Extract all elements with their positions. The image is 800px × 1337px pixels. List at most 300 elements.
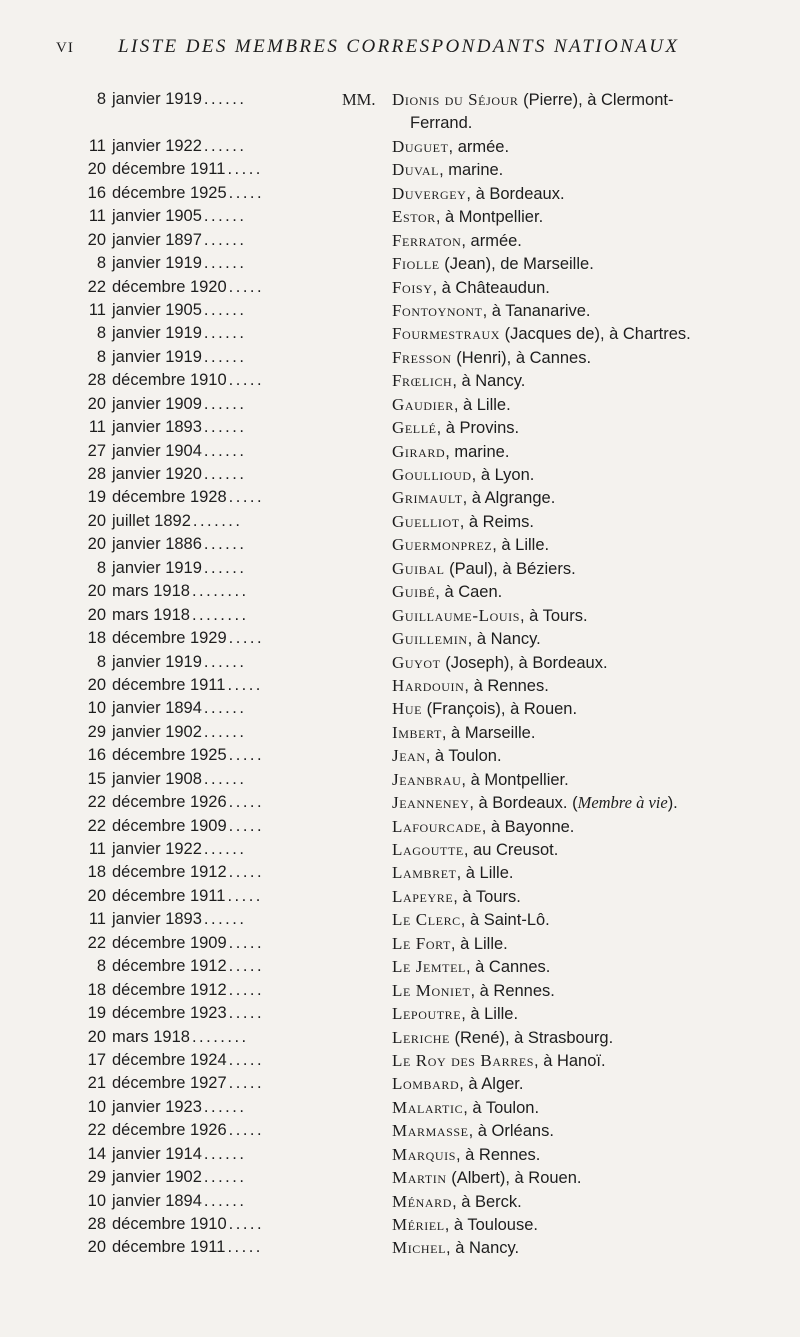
member-name: Martin: [392, 1168, 447, 1188]
election-day: 18: [87, 629, 106, 648]
member-entry: [392, 1236, 770, 1260]
table-row: [0, 533, 800, 556]
leader-dots: .....: [228, 277, 265, 296]
member-entry: [392, 815, 770, 839]
election-day: 22: [87, 933, 106, 952]
election-date: [78, 463, 378, 486]
election-day: 8: [96, 347, 106, 366]
member-name: Lombard: [392, 1074, 460, 1094]
member-entry: [392, 791, 770, 815]
member-details: , à Rennes.: [464, 676, 549, 695]
member-details: , à Nancy.: [467, 630, 541, 649]
leader-dots: .....: [228, 793, 265, 812]
leader-dots: ......: [203, 300, 247, 319]
leader-dots: ........: [191, 1027, 249, 1046]
election-month-year: décembre 1923: [112, 1004, 227, 1023]
leader-dots: .....: [228, 933, 265, 952]
member-entry: [392, 557, 770, 581]
member-entry: [392, 627, 770, 651]
election-date: [78, 88, 378, 111]
election-month-year: juillet 1892: [112, 511, 191, 530]
member-name: Goullioud: [392, 465, 472, 485]
member-entry: [392, 533, 770, 557]
election-day: 22: [87, 816, 106, 835]
member-entry: [392, 955, 770, 979]
election-month-year: mars 1918: [112, 582, 190, 601]
table-row: [0, 1166, 800, 1189]
table-row: [0, 1049, 800, 1072]
leader-dots: ........: [191, 582, 249, 601]
election-day: 22: [87, 1121, 106, 1140]
election-day: 10: [87, 1191, 106, 1210]
election-day: 20: [87, 1238, 106, 1257]
election-month-year: décembre 1912: [112, 863, 227, 882]
election-month-year: janvier 1902: [112, 1168, 202, 1187]
election-month-year: décembre 1911: [112, 675, 226, 694]
table-row: [0, 1213, 800, 1236]
election-month-year: décembre 1909: [112, 933, 227, 952]
member-entry: [392, 510, 770, 534]
election-month-year: janvier 1886: [112, 535, 202, 554]
table-row: [0, 369, 800, 392]
member-entry: [392, 1002, 770, 1026]
table-row: [0, 463, 800, 486]
election-month-year: mars 1918: [112, 605, 190, 624]
member-details: (Jacques de), à Chartres.: [500, 325, 691, 344]
member-note-tail: ).: [667, 794, 678, 813]
election-date: [78, 205, 378, 228]
member-details: , à Marseille.: [441, 723, 536, 742]
election-date: [78, 885, 378, 908]
election-date: [78, 557, 378, 580]
table-row: [0, 88, 800, 135]
table-row: [0, 815, 800, 838]
member-entry: [392, 908, 770, 932]
member-details: (René), à Strasbourg.: [449, 1028, 614, 1047]
election-date: [78, 1213, 378, 1236]
table-row: [0, 510, 800, 533]
member-name: Ferraton: [392, 230, 462, 250]
member-entry: [392, 1072, 770, 1096]
table-row: [0, 1072, 800, 1095]
leader-dots: ......: [203, 324, 247, 343]
page-number: VI: [56, 40, 74, 56]
member-name: Mériel: [392, 1215, 445, 1235]
member-details: , armée.: [461, 231, 522, 250]
member-details: , à Saint-Lô.: [460, 911, 550, 930]
member-entry: [392, 229, 770, 253]
election-date: [78, 416, 378, 439]
election-day: 8: [96, 957, 106, 976]
election-date: [78, 510, 378, 533]
leader-dots: .....: [228, 629, 265, 648]
member-name: Malartic: [392, 1097, 464, 1117]
table-row: [0, 674, 800, 697]
election-date: [78, 604, 378, 627]
table-row: [0, 182, 800, 205]
election-date: [78, 1026, 378, 1049]
election-day: 10: [87, 699, 106, 718]
election-month-year: janvier 1905: [112, 300, 202, 319]
member-details: , à Lille.: [453, 395, 511, 414]
leader-dots: .....: [228, 183, 265, 202]
election-month-year: janvier 1905: [112, 207, 202, 226]
election-day: 28: [87, 371, 106, 390]
election-month-year: décembre 1925: [112, 746, 227, 765]
election-day: 20: [87, 605, 106, 624]
member-name: Guillaume-Louis: [392, 605, 520, 625]
election-day: 17: [87, 1050, 106, 1069]
election-date: [78, 252, 378, 275]
member-name: Jean: [392, 746, 426, 766]
member-entry: [392, 299, 770, 323]
member-details: , à Toulon.: [463, 1098, 540, 1117]
member-entry: [392, 651, 770, 675]
member-details: , à Lille.: [450, 934, 508, 953]
election-date: [78, 838, 378, 861]
table-row: [0, 908, 800, 931]
election-month-year: janvier 1894: [112, 1191, 202, 1210]
member-name: Marquis: [392, 1144, 456, 1164]
member-details: , à Toulouse.: [444, 1216, 538, 1235]
member-entry: [392, 1190, 770, 1214]
leader-dots: ......: [203, 207, 247, 226]
leader-dots: ......: [203, 394, 247, 413]
member-name: Hue: [392, 699, 423, 719]
member-entry: [392, 604, 770, 628]
election-day: 16: [87, 746, 106, 765]
member-name: Girard: [392, 441, 446, 461]
member-entry: [392, 1096, 770, 1120]
election-date: [78, 1072, 378, 1095]
member-name: Le Moniet: [392, 980, 471, 1000]
election-date: [78, 1002, 378, 1025]
member-entry: [392, 932, 770, 956]
election-month-year: janvier 1919: [112, 347, 202, 366]
leader-dots: .....: [228, 816, 265, 835]
member-entry: [392, 721, 770, 745]
election-month-year: janvier 1897: [112, 230, 202, 249]
member-details: , à Alger.: [459, 1075, 524, 1094]
election-day: 19: [87, 488, 106, 507]
leader-dots: .....: [228, 371, 265, 390]
election-date: [78, 393, 378, 416]
election-date: [78, 346, 378, 369]
member-list: [0, 88, 800, 1260]
election-date: [78, 299, 378, 322]
member-entry: [392, 697, 770, 721]
election-month-year: décembre 1920: [112, 277, 227, 296]
member-name: Guibé: [392, 582, 436, 602]
table-row: [0, 932, 800, 955]
election-day: 14: [87, 1144, 106, 1163]
member-details: , à Bayonne.: [481, 817, 575, 836]
election-month-year: décembre 1928: [112, 488, 227, 507]
member-name: Lagoutte: [392, 840, 464, 860]
leader-dots: ......: [203, 441, 247, 460]
member-name: Le Fort: [392, 933, 451, 953]
member-entry: [392, 486, 770, 510]
election-month-year: décembre 1911: [112, 886, 226, 905]
leader-dots: .....: [227, 1238, 263, 1257]
member-name: Dionis du Séjour: [392, 90, 519, 109]
member-details: , à Hanoï.: [534, 1051, 606, 1070]
member-entry: [392, 346, 770, 370]
election-month-year: décembre 1910: [112, 1215, 227, 1234]
election-date: [78, 1119, 378, 1142]
election-month-year: décembre 1929: [112, 629, 227, 648]
election-month-year: décembre 1911: [112, 1238, 226, 1257]
member-entry: [392, 744, 770, 768]
table-row: [0, 205, 800, 228]
member-name: Jeanneney: [392, 793, 470, 813]
member-name: Guyot: [392, 652, 441, 672]
member-entry: [392, 182, 770, 206]
table-row: [0, 721, 800, 744]
election-day: 8: [96, 558, 106, 577]
election-day: 8: [96, 652, 106, 671]
member-name: Le Roy des Barres: [392, 1050, 535, 1070]
election-date: [78, 627, 378, 650]
member-note: Membre à vie: [577, 793, 668, 813]
member-details: , à Bordeaux.: [466, 184, 565, 203]
election-day: 19: [87, 1004, 106, 1023]
member-name: Lepoutre: [392, 1004, 462, 1024]
election-date: [78, 1236, 378, 1259]
election-day: 27: [87, 441, 106, 460]
election-month-year: janvier 1920: [112, 465, 202, 484]
election-date: [78, 369, 378, 392]
election-day: 28: [87, 465, 106, 484]
leader-dots: ......: [203, 347, 247, 366]
leader-dots: ......: [203, 699, 247, 718]
leader-dots: .....: [228, 1050, 265, 1069]
table-row: [0, 440, 800, 463]
leader-dots: ......: [203, 1191, 247, 1210]
table-row: [0, 955, 800, 978]
election-day: 11: [88, 910, 106, 929]
election-day: 20: [87, 675, 106, 694]
election-date: [78, 1049, 378, 1072]
leader-dots: ......: [203, 1097, 247, 1116]
member-entry: [392, 1026, 770, 1050]
election-month-year: décembre 1927: [112, 1074, 227, 1093]
leader-dots: .....: [228, 957, 265, 976]
member-details: , à Tananarive.: [482, 301, 591, 320]
election-month-year: mars 1918: [112, 1027, 190, 1046]
leader-dots: .....: [228, 1004, 265, 1023]
table-row: [0, 557, 800, 580]
leader-dots: .....: [228, 863, 265, 882]
election-month-year: janvier 1893: [112, 418, 202, 437]
member-entry: [392, 276, 770, 300]
leader-dots: ......: [203, 652, 247, 671]
leader-dots: .....: [227, 886, 263, 905]
election-day: 11: [88, 300, 106, 319]
member-name: Le Clerc: [392, 910, 461, 930]
member-entry: [392, 252, 770, 276]
election-month-year: décembre 1924: [112, 1050, 227, 1069]
table-row: [0, 416, 800, 439]
table-row: [0, 1026, 800, 1049]
election-month-year: décembre 1910: [112, 371, 227, 390]
election-day: 20: [87, 160, 106, 179]
member-name: Imbert: [392, 722, 442, 742]
leader-dots: ......: [203, 910, 247, 929]
member-name: Duguet: [392, 136, 449, 156]
member-details: , à Toulon.: [425, 747, 502, 766]
member-name: Lafourcade: [392, 816, 482, 836]
member-entry: [392, 885, 770, 909]
member-name: Guillemin: [392, 629, 468, 649]
election-day: 20: [87, 511, 106, 530]
election-date: [78, 1166, 378, 1189]
member-entry: [392, 838, 770, 862]
leader-dots: ......: [203, 535, 247, 554]
table-row: [0, 1096, 800, 1119]
election-month-year: janvier 1919: [112, 254, 202, 273]
member-entry: [392, 322, 770, 346]
member-details: (Albert), à Rouen.: [446, 1169, 582, 1188]
table-row: [0, 627, 800, 650]
table-row: [0, 1002, 800, 1025]
election-date: [78, 182, 378, 205]
member-name: Lambret: [392, 863, 457, 883]
member-name: Duvergey: [392, 183, 467, 203]
election-day: 21: [87, 1074, 106, 1093]
election-month-year: janvier 1904: [112, 441, 202, 460]
table-row: [0, 252, 800, 275]
election-day: 11: [88, 207, 106, 226]
leader-dots: .....: [228, 1074, 265, 1093]
member-details: (Henri), à Cannes.: [451, 348, 592, 367]
member-details: , à Tours.: [519, 606, 588, 625]
election-month-year: décembre 1909: [112, 816, 227, 835]
member-entry: [392, 393, 770, 417]
election-month-year: décembre 1926: [112, 1121, 227, 1140]
member-details: , à Caen.: [435, 583, 503, 602]
member-details: , à Nancy.: [446, 1239, 520, 1258]
election-day: 8: [96, 324, 106, 343]
member-name: Fourmestraux: [392, 324, 500, 344]
election-day: 29: [87, 1168, 106, 1187]
member-name: Gellé: [392, 418, 437, 438]
table-row: [0, 791, 800, 814]
election-date: [78, 158, 378, 181]
table-row: [0, 135, 800, 158]
election-month-year: décembre 1912: [112, 980, 227, 999]
table-row: [0, 1119, 800, 1142]
election-month-year: janvier 1893: [112, 910, 202, 929]
member-details: , à Lille.: [492, 536, 550, 555]
election-date: [78, 1096, 378, 1119]
member-entry: [392, 416, 770, 440]
member-name: Marmasse: [392, 1121, 469, 1141]
leader-dots: .....: [228, 488, 265, 507]
table-row: [0, 1190, 800, 1213]
member-details: , à Algrange.: [462, 489, 556, 508]
election-day: 22: [87, 793, 106, 812]
leader-dots: ......: [203, 722, 247, 741]
member-details: , à Provins.: [436, 419, 520, 438]
member-entry: [392, 1166, 770, 1190]
election-date: [78, 744, 378, 767]
election-month-year: janvier 1902: [112, 722, 202, 741]
member-name: Guibal: [392, 558, 445, 578]
election-day: 18: [87, 980, 106, 999]
election-day: 11: [88, 136, 106, 155]
election-date: [78, 651, 378, 674]
table-row: [0, 885, 800, 908]
member-name: Jeanbrau: [392, 769, 462, 789]
leader-dots: .....: [227, 675, 263, 694]
member-name: Fresson: [392, 347, 452, 367]
election-date: [78, 135, 378, 158]
table-row: [0, 276, 800, 299]
member-details: , à Orléans.: [468, 1122, 554, 1141]
member-details-continued: Ferrand.: [410, 114, 473, 133]
member-name: Le Jemtel: [392, 957, 466, 977]
member-details: , à Rennes.: [456, 1145, 541, 1164]
member-details: (Pierre), à Clermont-: [518, 91, 674, 109]
leader-dots: ......: [203, 840, 247, 859]
member-details: , à Tours.: [453, 887, 521, 906]
table-row: [0, 651, 800, 674]
member-entry: [392, 674, 770, 698]
election-date: [78, 768, 378, 791]
member-details: , à Bordeaux. (: [469, 794, 578, 813]
election-month-year: janvier 1919: [112, 324, 202, 343]
member-details: (Jean), de Marseille.: [439, 255, 594, 274]
member-name: Frœlich: [392, 371, 453, 391]
member-name: Gaudier: [392, 394, 454, 414]
election-date: [78, 932, 378, 955]
member-name: Foisy: [392, 277, 433, 297]
member-name: Hardouin: [392, 675, 465, 695]
election-day: 10: [87, 1097, 106, 1116]
leader-dots: ......: [203, 465, 247, 484]
member-name: Grimault: [392, 488, 463, 508]
member-entry: [392, 861, 770, 885]
table-row: [0, 1143, 800, 1166]
member-entry: [392, 440, 770, 464]
table-row: [0, 322, 800, 345]
member-entry: [392, 369, 770, 393]
member-name: Guelliot: [392, 511, 460, 531]
election-month-year: décembre 1912: [112, 957, 227, 976]
leader-dots: ......: [203, 136, 247, 155]
member-entry: [392, 463, 770, 487]
member-entry: [392, 1049, 770, 1073]
table-row: [0, 604, 800, 627]
leader-dots: ........: [191, 605, 249, 624]
election-month-year: janvier 1914: [112, 1144, 202, 1163]
member-name: Fontoynont: [392, 300, 483, 320]
election-day: 18: [87, 863, 106, 882]
election-date: [78, 955, 378, 978]
member-details: , à Reims.: [459, 512, 535, 531]
member-entry: [392, 205, 770, 229]
member-details: (Joseph), à Bordeaux.: [440, 653, 608, 672]
table-row: [0, 299, 800, 322]
member-details: , armée.: [448, 137, 510, 156]
page-header: [0, 36, 800, 66]
election-month-year: janvier 1919: [112, 558, 202, 577]
member-entry: [392, 1143, 770, 1167]
leader-dots: ......: [203, 254, 247, 273]
member-name: Fiolle: [392, 254, 440, 274]
table-row: [0, 158, 800, 181]
